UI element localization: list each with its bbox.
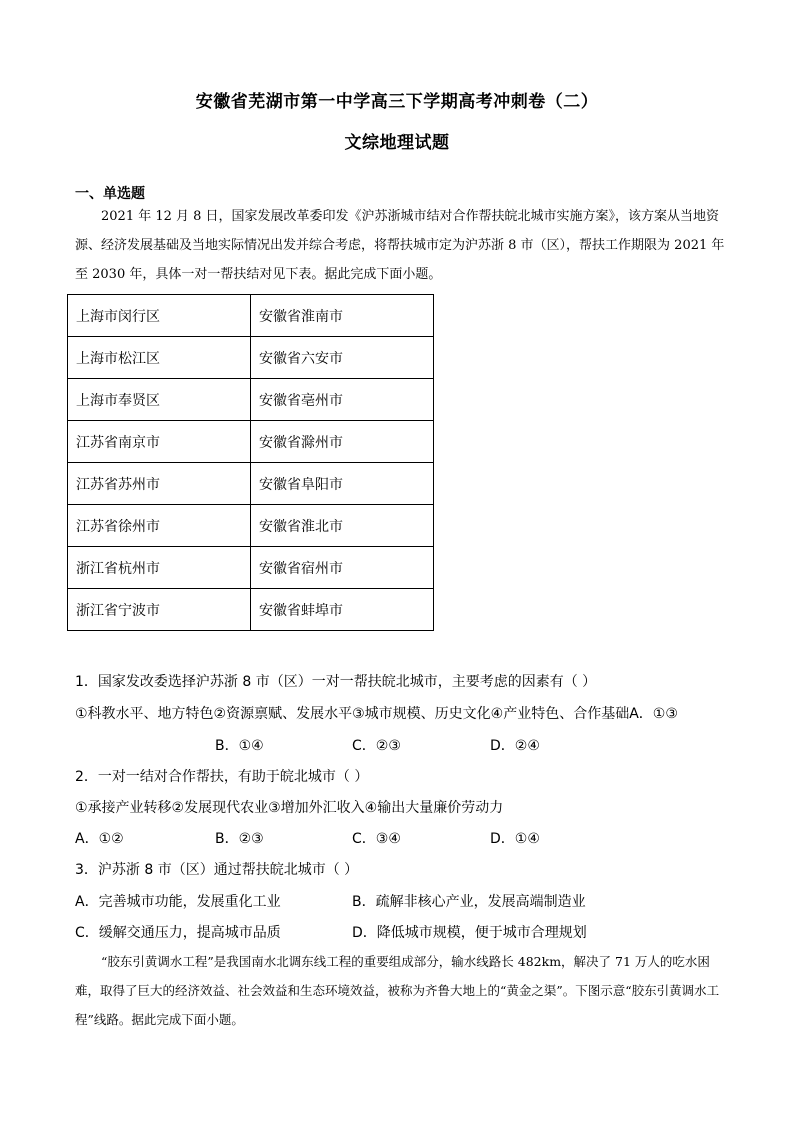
- question-3-stem: 3．沪苏浙 8 市（区）通过帮扶皖北城市（ ）: [75, 862, 359, 878]
- section-heading: 一、单选题: [75, 186, 145, 202]
- helper-city-cell: 上海市松江区: [68, 337, 251, 379]
- helped-city-cell: 安徽省蚌埠市: [251, 589, 434, 631]
- question-1-option-d: D．②④: [490, 738, 540, 754]
- question-2-option-d: D．①④: [490, 831, 540, 847]
- table-row: [68, 547, 434, 589]
- helper-city-cell: 上海市奉贤区: [68, 379, 251, 421]
- intro-paragraph-1: 2021 年 12 月 8 日，国家发展改革委印发《沪苏浙城市结对合作帮扶皖北城市实施方案》，该方案从当地资源、经济发展基础及当地实际情况出发并综合考虑，将帮扶城市定为沪苏浙 8 市（区），帮扶工作期限为 2021 年至 2030 年，具体一对一帮扶结对见下表。据此完成下面小题。: [75, 209, 725, 282]
- table-row: [68, 379, 434, 421]
- helped-city-cell: 安徽省淮南市: [251, 295, 434, 337]
- question-1-stem: 1．国家发改委选择沪苏浙 8 市（区）一对一帮扶皖北城市，主要考虑的因素有（ ）: [75, 674, 597, 690]
- question-2-stem: 2．一对一结对合作帮扶，有助于皖北城市（ ）: [75, 769, 369, 785]
- question-2-items: ①承接产业转移②发展现代农业③增加外汇收入④输出大量廉价劳动力: [75, 800, 504, 816]
- helped-city-cell: 安徽省淮北市: [251, 505, 434, 547]
- question-3-option-a: A．完善城市功能，发展重化工业: [75, 894, 281, 910]
- exam-title: 安徽省芜湖市第一中学高三下学期高考冲刺卷（二）: [195, 92, 599, 112]
- question-1-option-b: B．①④: [215, 738, 264, 754]
- question-3-option-d: D．降低城市规模，便于城市合理规划: [352, 925, 587, 941]
- helper-city-cell: 上海市闵行区: [68, 295, 251, 337]
- table-row: [68, 463, 434, 505]
- question-2-option-a: A．①②: [75, 831, 124, 847]
- question-2-option-b: B．②③: [215, 831, 264, 847]
- question-1-option-c: C．②③: [352, 738, 401, 754]
- intro-paragraph-2: “胶东引黄调水工程”是我国南水北调东线工程的重要组成部分，输水线路长 482km，解决了 71 万人的吃水困难，取得了巨大的经济效益、社会效益和生态环境效益，被称为齐鲁大地上的“黄金之渠”。下图示意“胶东引黄调水工程”线路。据此完成下面小题。: [75, 954, 720, 1027]
- table-row: [68, 505, 434, 547]
- question-3-option-c: C．缓解交通压力，提高城市品质: [75, 925, 281, 941]
- pairing-table: [67, 294, 434, 631]
- table-row: [68, 421, 434, 463]
- helper-city-cell: 浙江省杭州市: [68, 547, 251, 589]
- question-2-option-c: C．③④: [352, 831, 401, 847]
- helped-city-cell: 安徽省滁州市: [251, 421, 434, 463]
- helper-city-cell: 浙江省宁波市: [68, 589, 251, 631]
- table-row: [68, 295, 434, 337]
- helper-city-cell: 江苏省南京市: [68, 421, 251, 463]
- exam-subtitle: 文综地理试题: [344, 133, 450, 153]
- table-row: [68, 589, 434, 631]
- helper-city-cell: 江苏省苏州市: [68, 463, 251, 505]
- question-3-option-b: B．疏解非核心产业，发展高端制造业: [352, 894, 586, 910]
- question-1-items: ①科教水平、地方特色②资源禀赋、发展水平③城市规模、历史文化④产业特色、合作基础A．①③: [75, 706, 678, 722]
- helped-city-cell: 安徽省亳州市: [251, 379, 434, 421]
- table-row: [68, 337, 434, 379]
- helped-city-cell: 安徽省六安市: [251, 337, 434, 379]
- helper-city-cell: 江苏省徐州市: [68, 505, 251, 547]
- helped-city-cell: 安徽省阜阳市: [251, 463, 434, 505]
- helped-city-cell: 安徽省宿州市: [251, 547, 434, 589]
